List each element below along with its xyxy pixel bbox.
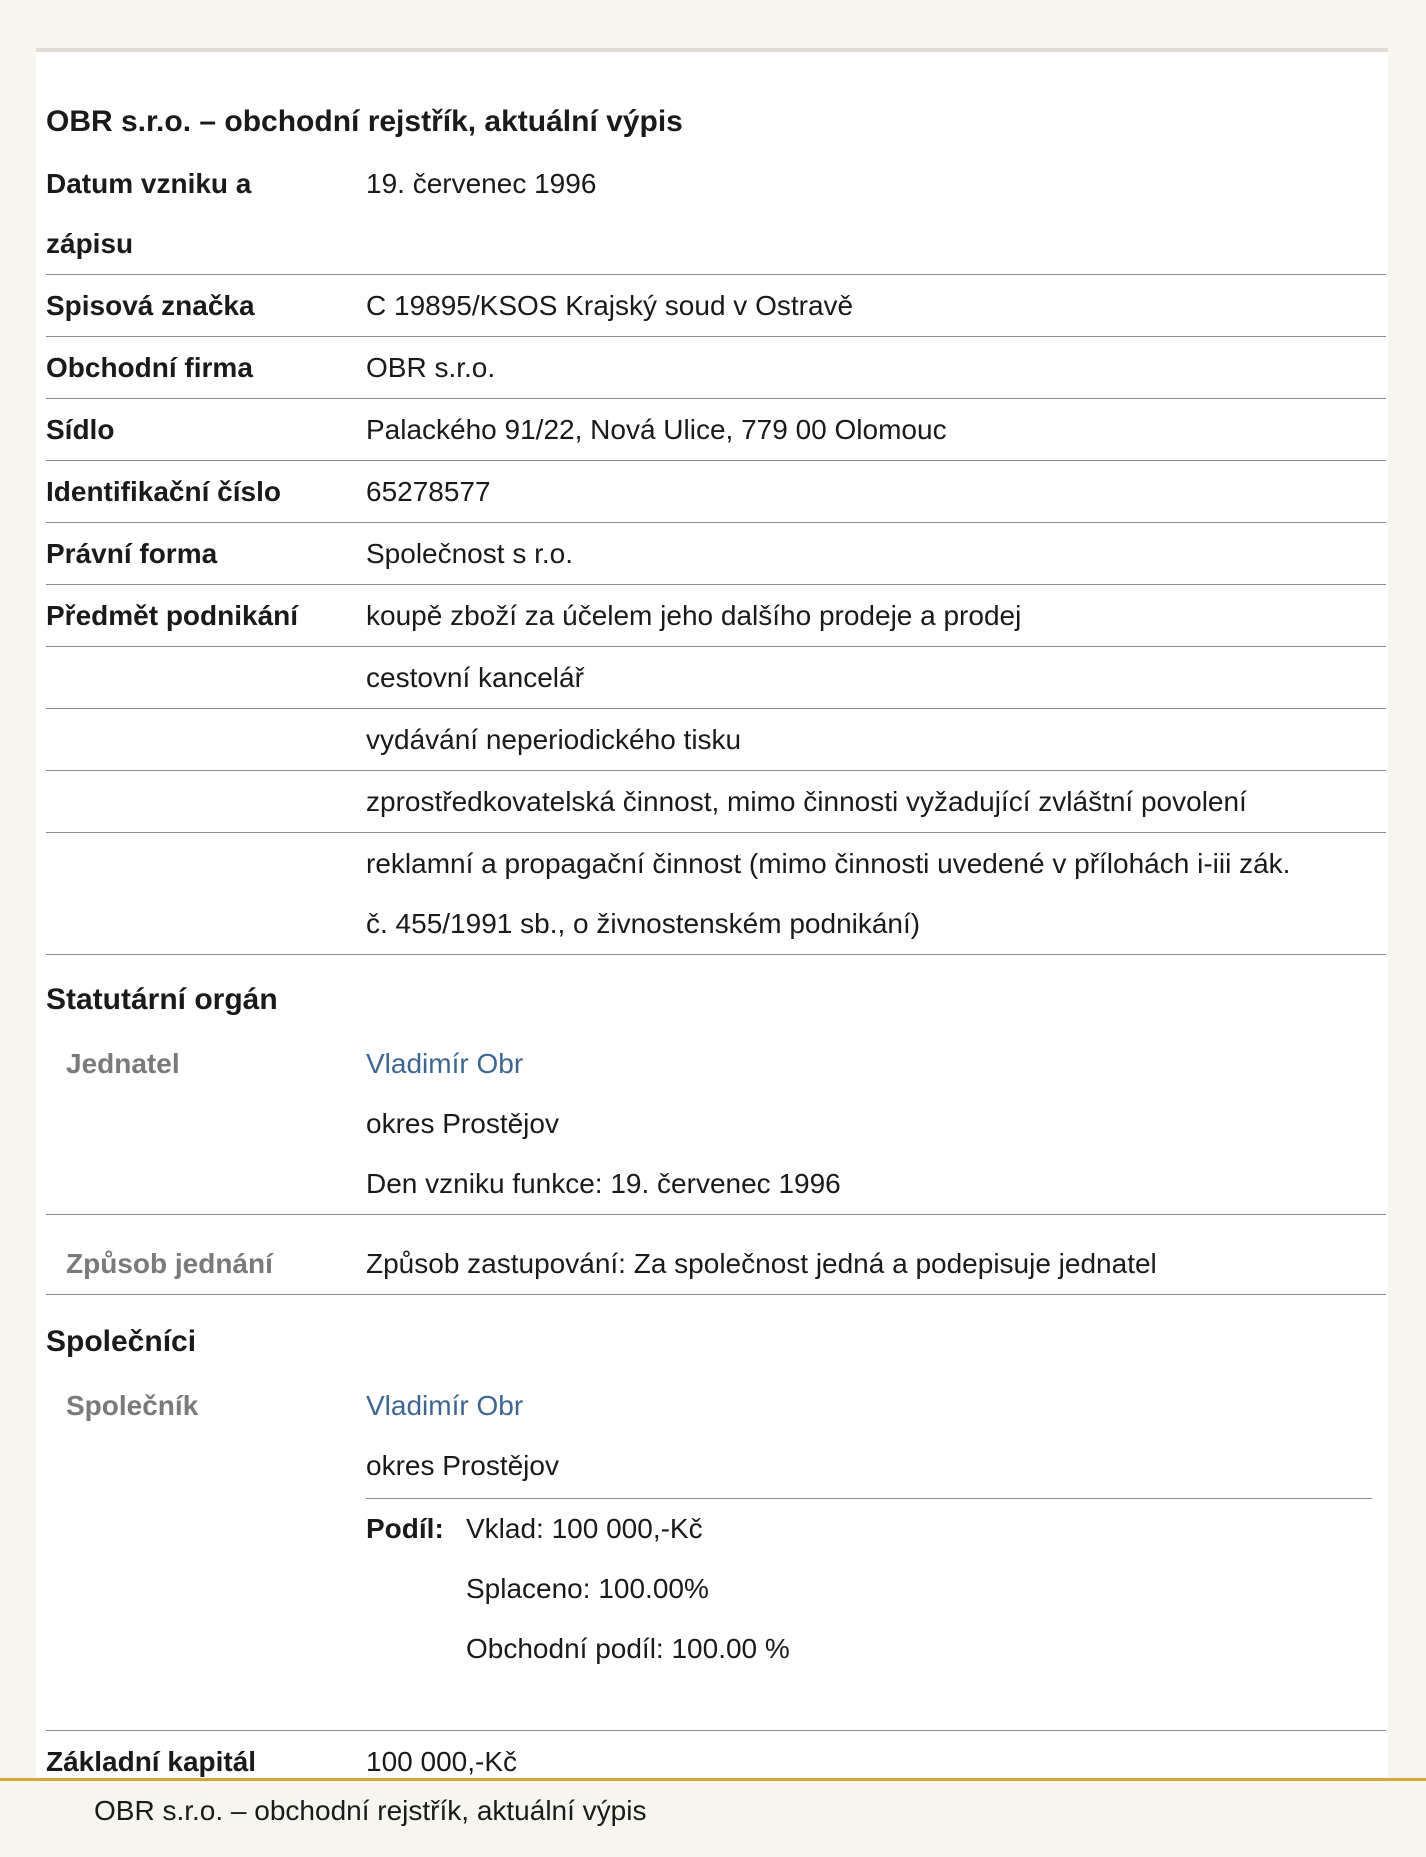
row-label (46, 154, 346, 274)
jednatel-okres: okres Prostějov (366, 1108, 559, 1139)
row-value: 19. červenec 1996 (366, 168, 597, 199)
row-value: 100 000,-Kč (366, 1746, 517, 1777)
predmet-item-line-1: reklamní a propagační činnost (mimo činnosti uvedené v přílohách i-iii zák. (366, 848, 1291, 879)
row-value (366, 1034, 1386, 1214)
predmet-item (366, 834, 1386, 954)
row-label: Identifikační číslo (46, 476, 281, 507)
row-value: Způsob zastupování: Za společnost jedná a podepisuje jednatel (366, 1248, 1157, 1279)
jednatel-vznik-funkce: Den vzniku funkce: 19. červenec 1996 (366, 1168, 841, 1199)
row-predmet-podnikani (46, 586, 1386, 647)
row-predmet-podnikani-4 (46, 772, 1386, 833)
footer-text: OBR s.r.o. – obchodní rejstřík, aktuální výpis (94, 1795, 647, 1826)
section-heading-statutarni-organ: Statutární orgán (46, 983, 278, 1016)
row-identifikacni-cislo (46, 462, 1386, 523)
row-value: OBR s.r.o. (366, 352, 496, 383)
row-label-line-2: zápisu (46, 228, 134, 259)
row-value: Palackého 91/22, Nová Ulice, 779 00 Olomouc (366, 414, 947, 445)
row-value (366, 1376, 1386, 1496)
row-value: Společnost s r.o. (366, 538, 574, 569)
row-label: Jednatel (66, 1048, 180, 1079)
row-zpusob-jednani (46, 1234, 1386, 1295)
row-label: Předmět podnikání (46, 600, 299, 631)
podil-vklad: Vklad: 100 000,-Kč (466, 1513, 703, 1544)
row-label: Právní forma (46, 538, 218, 569)
podil-block (366, 1498, 1372, 1679)
page-footer (0, 1778, 1426, 1857)
row-label: Sídlo (46, 414, 115, 445)
podil-obchodni-podil: Obchodní podíl: 100.00 % (466, 1633, 790, 1664)
row-value: 65278577 (366, 476, 491, 507)
predmet-item-line-2: č. 455/1991 sb., o živnostenském podnikání) (366, 908, 921, 939)
predmet-item: koupě zboží za účelem jeho dalšího prodeje a prodej (366, 600, 1022, 631)
predmet-item: cestovní kancelář (366, 662, 584, 693)
row-predmet-podnikani-2 (46, 648, 1386, 709)
register-extract-card (36, 48, 1388, 1781)
row-label: Společník (66, 1390, 199, 1421)
predmet-item: vydávání neperiodického tisku (366, 724, 742, 755)
row-label: Obchodní firma (46, 352, 253, 383)
row-predmet-podnikani-5 (46, 834, 1386, 955)
spolecnik-name-link[interactable]: Vladimír Obr (366, 1390, 524, 1421)
spolecnik-okres: okres Prostějov (366, 1450, 559, 1481)
predmet-item: zprostředkovatelská činnost, mimo činnosti vyžadující zvláštní povolení (366, 786, 1247, 817)
row-label: Základní kapitál (46, 1746, 257, 1777)
page-title: OBR s.r.o. – obchodní rejstřík, aktuální výpis (46, 105, 683, 138)
row-predmet-podnikani-3 (46, 710, 1386, 771)
podil-splaceno: Splaceno: 100.00% (466, 1573, 709, 1604)
row-label: Spisová značka (46, 290, 255, 321)
row-label: Způsob jednání (66, 1248, 273, 1279)
row-jednatel (46, 1034, 1386, 1215)
podil-label: Podíl: (366, 1513, 444, 1544)
row-datum-vzniku (46, 154, 1386, 275)
row-value: C 19895/KSOS Krajský soud v Ostravě (366, 290, 854, 321)
row-spisova-znacka (46, 276, 1386, 337)
section-heading-spolecnici: Společníci (46, 1325, 197, 1358)
jednatel-name-link[interactable]: Vladimír Obr (366, 1048, 524, 1079)
row-obchodni-firma (46, 338, 1386, 399)
podil-values (466, 1499, 790, 1679)
row-sidlo (46, 400, 1386, 461)
row-label-line-1: Datum vzniku a (46, 168, 252, 199)
row-pravni-forma (46, 524, 1386, 585)
row-spolecnik (46, 1376, 1386, 1731)
